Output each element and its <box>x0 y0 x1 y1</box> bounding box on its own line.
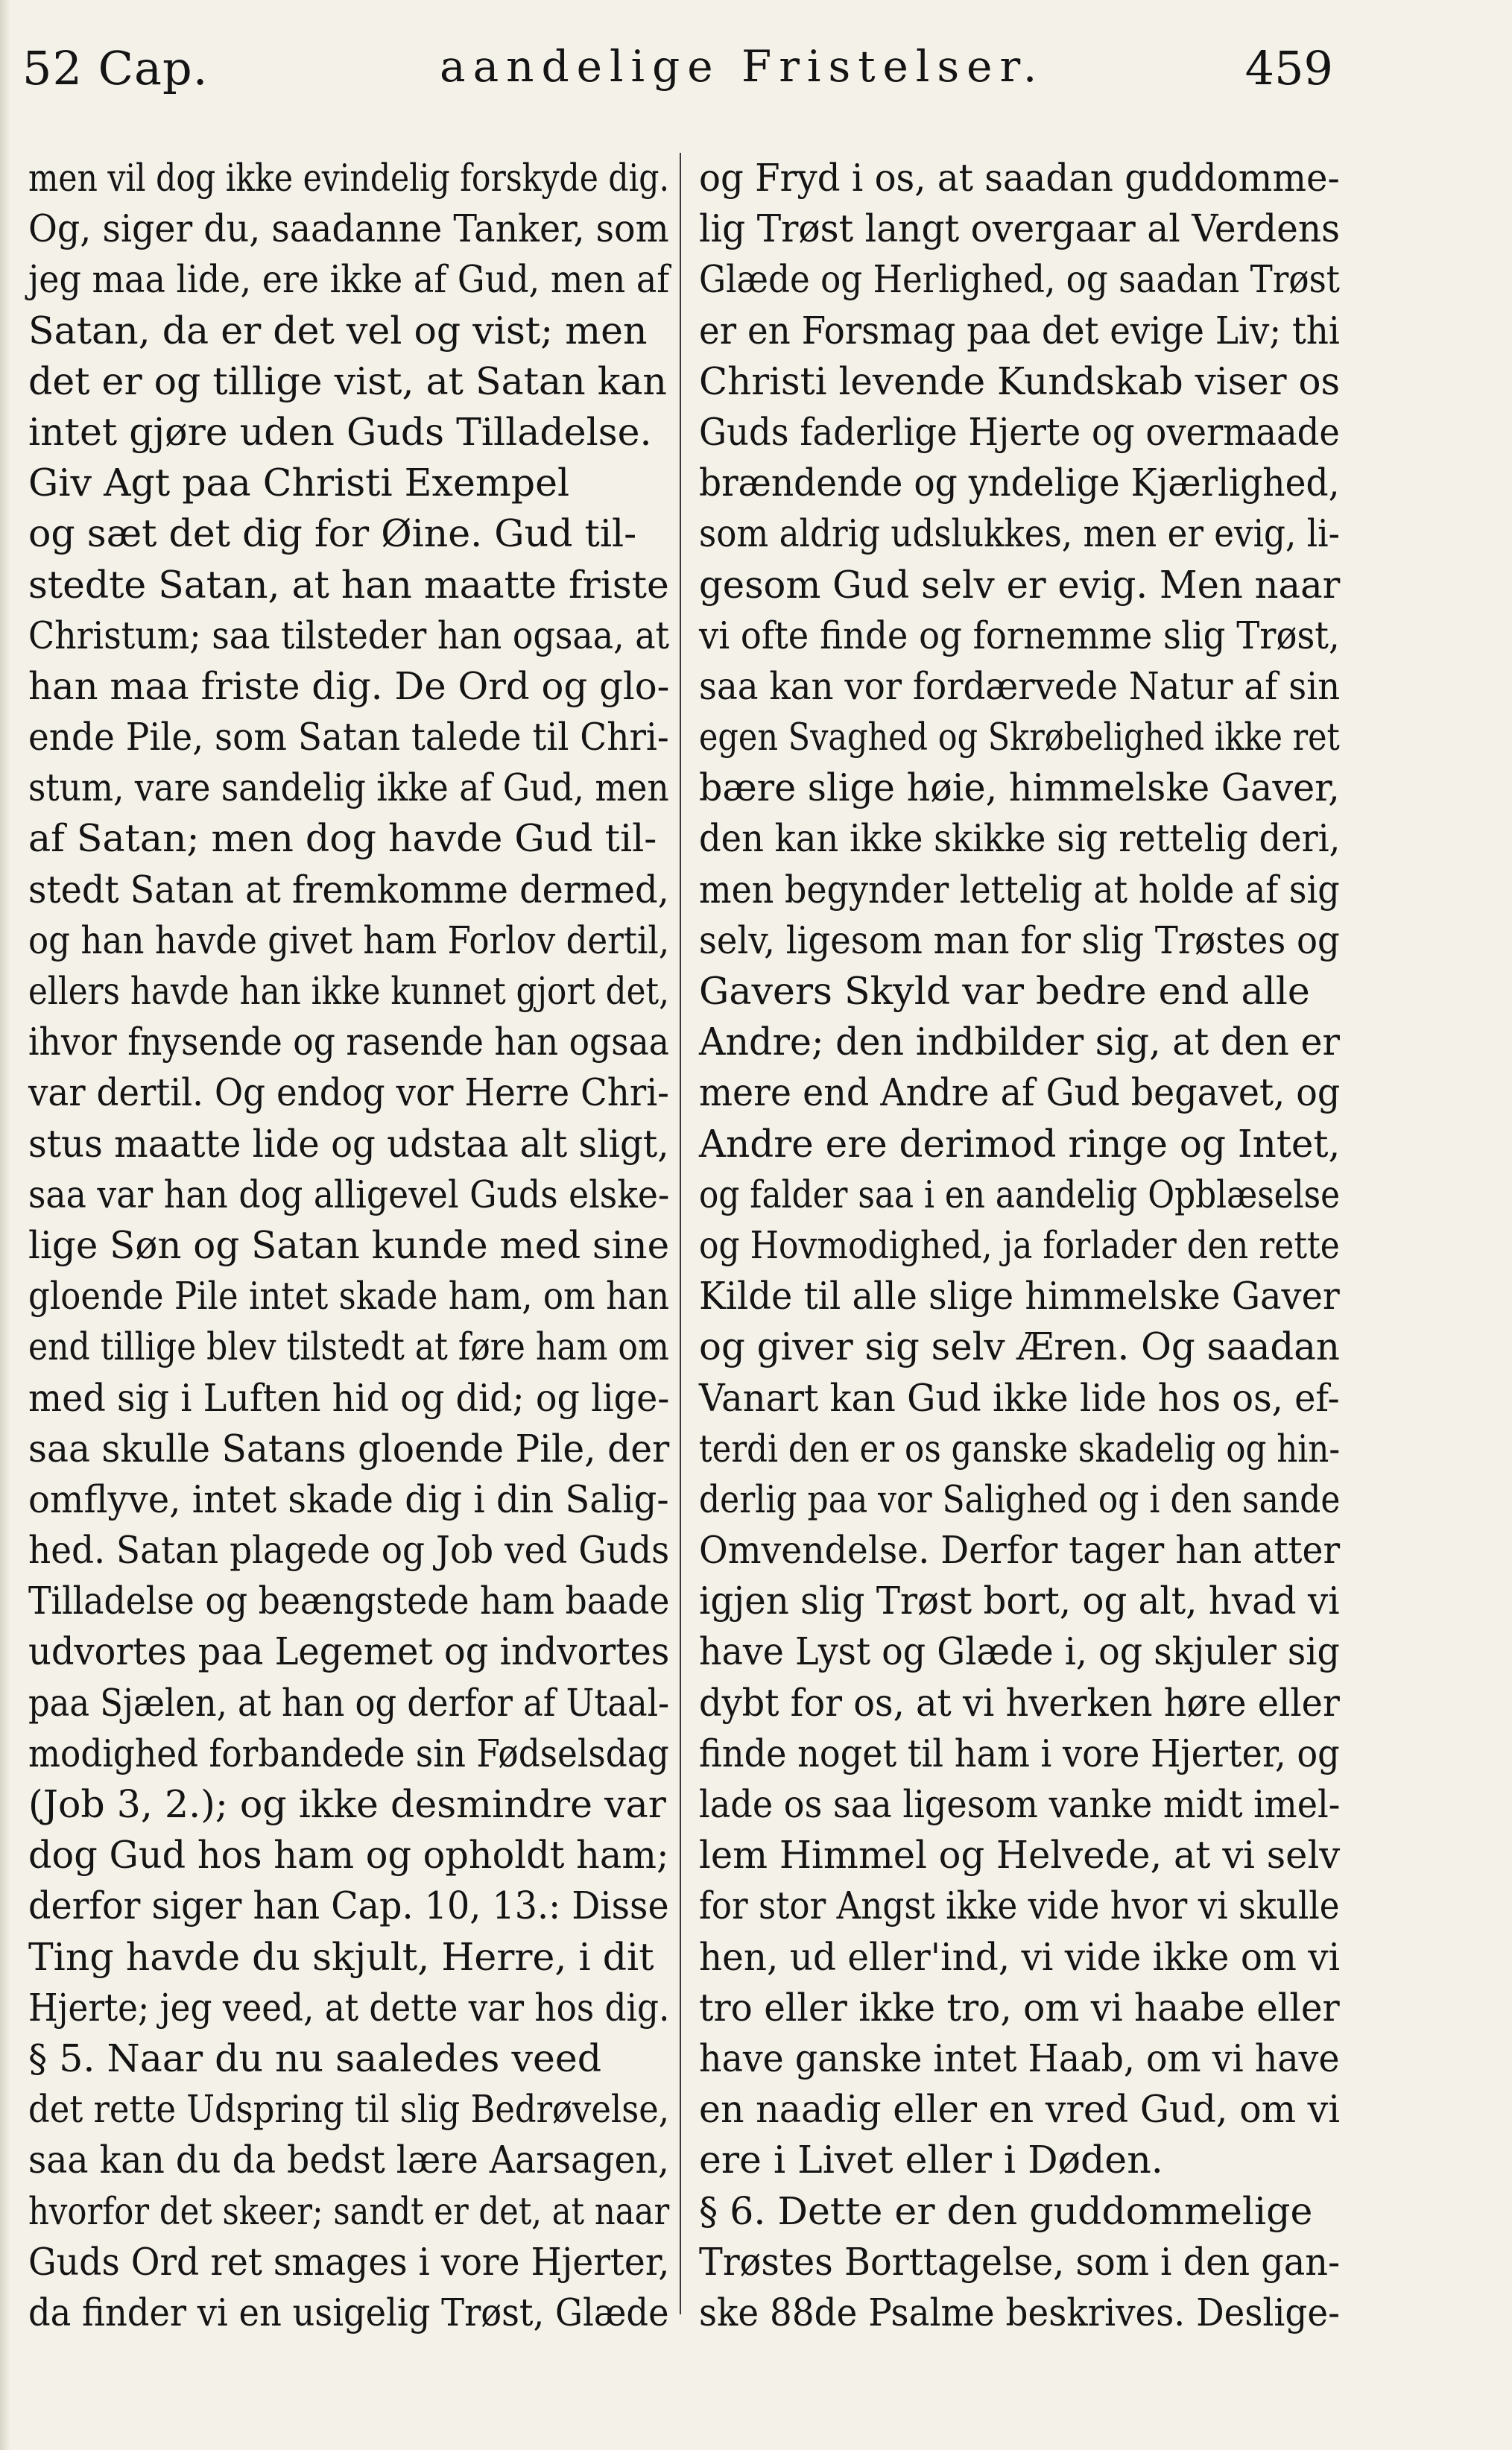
text-line: derlig paa vor Salighed og i den sande <box>699 1477 1341 1521</box>
text-line: gloende Pile intet skade ham, om han <box>28 1274 669 1319</box>
text-line: det er og tillige vist, at Satan kan <box>28 359 667 403</box>
text-line: han maa friste dig. De Ord og glo- <box>28 663 670 708</box>
text-line: Christi levende Kundskab viser os <box>699 359 1341 403</box>
text-line: dybt for os, at vi hverken høre eller <box>699 1680 1340 1725</box>
text-line: dog Gud hos ham og opholdt ham; <box>28 1833 669 1878</box>
text-line: og falder saa i en aandelig Opblæselse <box>699 1172 1341 1216</box>
text-line: hvorfor det skeer; sandt er det, at naar <box>28 2188 670 2233</box>
text-line: igjen slig Trøst bort, og alt, hvad vi <box>699 1579 1340 1623</box>
text-line: egen Svaghed og Skrøbelighed ikke ret <box>699 715 1340 760</box>
text-line: ske 88de Psalme beskrives. Deslige- <box>699 2290 1340 2334</box>
running-header <box>0 41 1512 123</box>
text-line: Christum; saa tilsteder han ogsaa, at <box>28 613 669 657</box>
chapter-reference: 52 Cap. <box>22 41 209 95</box>
text-line: stedt Satan at fremkomme dermed, <box>28 867 669 912</box>
text-line: Og, siger du, saadanne Tanker, som <box>28 206 669 251</box>
text-line: men begynder lettelig at holde af sig <box>699 867 1340 912</box>
text-line: ende Pile, som Satan talede til Chri- <box>28 715 669 760</box>
text-line: lige Søn og Satan kunde med sine <box>28 1222 670 1267</box>
text-line: brændende og yndelige Kjærlighed, <box>699 461 1340 505</box>
text-line: for stor Angst ikke vide hvor vi skulle <box>699 1884 1340 1928</box>
text-line: tro eller ikke tro, om vi haabe eller <box>699 1985 1340 2030</box>
text-line: saa kan du da bedst lære Aarsagen, <box>28 2138 669 2182</box>
text-line: saa kan vor fordærvede Natur af sin <box>699 663 1341 708</box>
text-line: hen, ud eller'ind, vi vide ikke om vi <box>699 1934 1341 1979</box>
text-line: stum, vare sandelig ikke af Gud, men <box>28 765 669 810</box>
text-line: og giver sig selv Æren. Og saadan <box>699 1325 1340 1369</box>
text-line: ellers havde han ikke kunnet gjort det, <box>28 969 669 1013</box>
right-text-column <box>699 153 1340 2338</box>
text-line: modighed forbandede sin Fødselsdag <box>28 1731 669 1775</box>
text-line: have ganske intet Haab, om vi have <box>699 2036 1340 2080</box>
left-text-column <box>28 153 669 2338</box>
text-line: men vil dog ikke evindelig forskyde dig. <box>28 156 670 200</box>
text-line: paa Sjælen, at han og derfor af Utaal- <box>28 1680 670 1725</box>
text-line: Hjerte; jeg veed, at dette var hos dig. <box>28 1985 670 2030</box>
text-line: have Lyst og Glæde i, og skjuler sig <box>699 1629 1340 1674</box>
text-line: og sæt det dig for Øine. Gud til- <box>28 511 637 556</box>
text-line: Kilde til alle slige himmelske Gaver <box>699 1274 1340 1319</box>
text-line: stedte Satan, at han maatte friste <box>28 562 669 607</box>
text-line: end tillige blev tilstedt at føre ham om <box>28 1325 669 1369</box>
text-line: lem Himmel og Helvede, at vi selv <box>699 1833 1341 1878</box>
text-line: stus maatte lide og udstaa alt sligt, <box>28 1121 669 1166</box>
text-line: Trøstes Borttagelse, som i den gan- <box>699 2239 1341 2284</box>
text-line: Guds Ord ret smages i vore Hjerter, <box>28 2239 670 2284</box>
text-line: udvortes paa Legemet og indvortes <box>28 1629 670 1674</box>
text-line: Andre; den indbilder sig, at den er <box>699 1020 1341 1064</box>
text-line: lig Trøst langt overgaar al Verdens <box>699 206 1341 251</box>
text-line: jeg maa lide, ere ikke af Gud, men af <box>28 257 670 302</box>
text-line: selv, ligesom man for slig Trøstes og <box>699 918 1340 962</box>
text-line: saa skulle Satans gloende Pile, der <box>28 1426 670 1471</box>
text-line: finde noget til ham i vore Hjerter, og <box>699 1731 1340 1775</box>
text-line: gesom Gud selv er evig. Men naar <box>699 562 1341 607</box>
text-line: Guds faderlige Hjerte og overmaade <box>699 409 1340 454</box>
text-line: Vanart kan Gud ikke lide hos os, ef- <box>699 1375 1340 1420</box>
text-line: Satan, da er det vel og vist; men <box>28 308 648 353</box>
text-line: § 5. Naar du nu saaledes veed <box>28 2036 602 2080</box>
text-line: ihvor fnysende og rasende han ogsaa <box>28 1020 669 1064</box>
text-line: og han havde givet ham Forlov dertil, <box>28 918 670 962</box>
text-line: saa var han dog alligevel Guds elske- <box>28 1172 670 1216</box>
text-line: af Satan; men dog havde Gud til- <box>28 816 657 861</box>
text-line: det rette Udspring til slig Bedrøvelse, <box>28 2087 669 2132</box>
text-line: Ting havde du skjult, Herre, i dit <box>28 1934 654 1979</box>
text-line: og Hovmodighed, ja forlader den rette <box>699 1222 1340 1267</box>
text-line: § 6. Dette er den guddommelige <box>699 2188 1313 2233</box>
text-line: den kan ikke skikke sig rettelig deri, <box>699 816 1341 861</box>
column-divider <box>680 153 681 2314</box>
text-line: intet gjøre uden Guds Tilladelse. <box>28 409 652 454</box>
text-line: hed. Satan plagede og Job ved Guds <box>28 1528 670 1573</box>
text-line: som aldrig udslukkes, men er evig, li- <box>699 511 1340 556</box>
text-line: Giv Agt paa Christi Exempel <box>28 461 570 505</box>
text-line: vi ofte finde og fornemme slig Trøst, <box>699 613 1340 657</box>
text-line: med sig i Luften hid og did; og lige- <box>28 1375 670 1420</box>
text-line: og Fryd i os, at saadan guddomme- <box>699 156 1340 200</box>
text-line: er en Forsmag paa det evige Liv; thi <box>699 308 1340 353</box>
text-line: derfor siger han Cap. 10, 13.: Disse <box>28 1884 669 1928</box>
text-line: Tilladelse og beængstede ham baade <box>28 1579 670 1623</box>
text-line: mere end Andre af Gud begavet, og <box>699 1070 1341 1115</box>
running-title: aandelige Fristelser. <box>440 41 1045 92</box>
text-line: Andre ere derimod ringe og Intet, <box>699 1121 1341 1166</box>
text-line: Glæde og Herlighed, og saadan Trøst <box>699 257 1340 302</box>
text-line: (Job 3, 2.); og ikke desmindre var <box>28 1782 666 1826</box>
text-line: en naadig eller en vred Gud, om vi <box>699 2087 1341 2132</box>
page-number: 459 <box>1244 41 1333 95</box>
text-line: omflyve, intet skade dig i din Salig- <box>28 1477 669 1521</box>
text-line: da finder vi en usigelig Trøst, Glæde <box>28 2290 669 2334</box>
text-line: ere i Livet eller i Døden. <box>699 2138 1163 2182</box>
page-left-edge <box>0 0 10 2450</box>
text-line: terdi den er os ganske skadelig og hin- <box>699 1426 1341 1471</box>
text-line: Gavers Skyld var bedre end alle <box>699 969 1310 1013</box>
text-line: bære slige høie, himmelske Gaver, <box>699 765 1340 810</box>
text-line: var dertil. Og endog vor Herre Chri- <box>28 1070 669 1115</box>
text-line: Omvendelse. Derfor tager han atter <box>699 1528 1341 1573</box>
text-line: lade os saa ligesom vanke midt imel- <box>699 1782 1341 1826</box>
